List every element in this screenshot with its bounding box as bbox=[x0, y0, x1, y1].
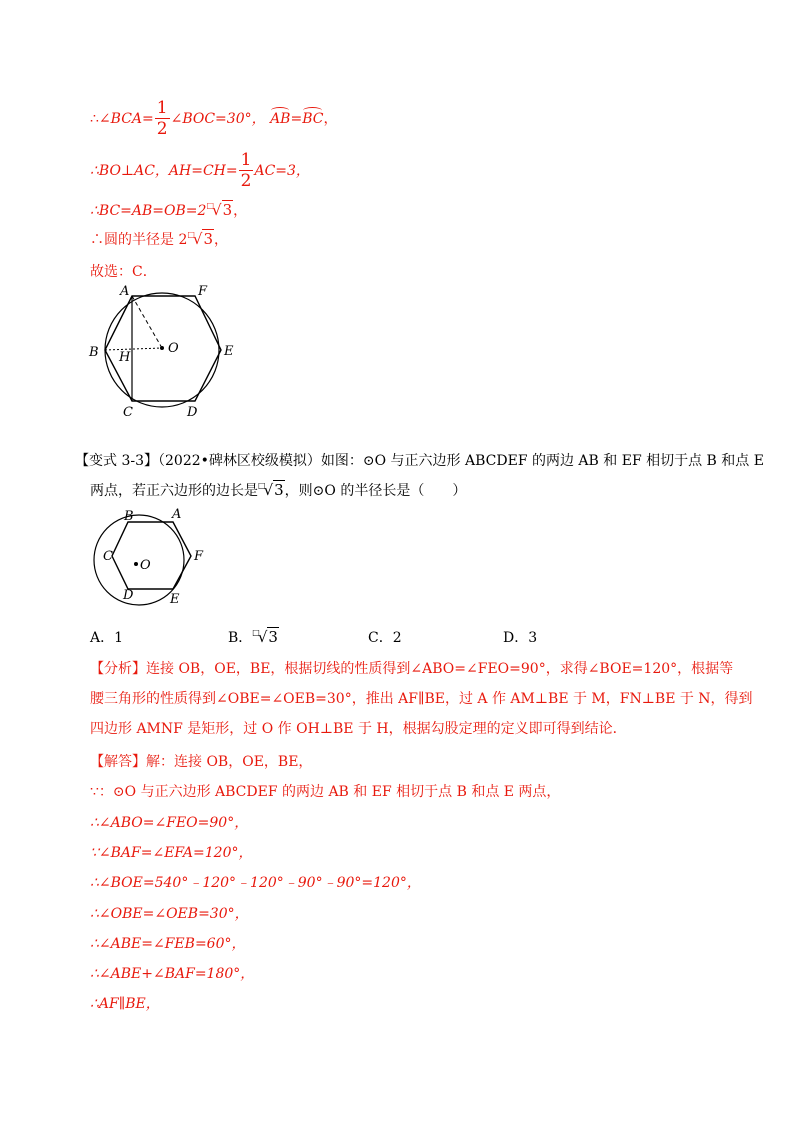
figure1-segment-bo bbox=[105, 348, 162, 350]
solution-line-5: ∴∠BOE=540°﹣120°﹣120°﹣90°﹣90°=120°， bbox=[90, 875, 421, 891]
choice-c: C．2 bbox=[368, 630, 402, 646]
fraction-half: $\frac{1}{2}$ bbox=[240, 150, 252, 191]
figure1-center-dot bbox=[160, 346, 164, 350]
figure1-label-e: E bbox=[224, 344, 234, 359]
solution-line-1: 【解答】解：连接 OB，OE，BE， bbox=[90, 754, 313, 770]
figure-circle-tangent-hexagon bbox=[85, 505, 235, 610]
figure1-label-c: C bbox=[123, 405, 133, 420]
figure2-label-d: D bbox=[123, 588, 134, 603]
radical-3: □√3 bbox=[187, 230, 214, 248]
problem-stem-line-1 bbox=[75, 450, 764, 470]
figure2-hexagon bbox=[112, 522, 191, 589]
figure1-label-d: D bbox=[187, 405, 198, 420]
analysis-line-1: 【分析】连接 OB，OE，BE，根据切线的性质得到∠ABO=∠FEO=90°，求得∠BOE=120°，根据等 bbox=[90, 661, 734, 677]
problem-stem-line-2: 两点，若正六边形的边长是□√3，则⊙O 的半径长是（ ） bbox=[90, 481, 467, 499]
figure1-label-b: B bbox=[89, 345, 99, 360]
figure1-label-o: O bbox=[168, 341, 179, 356]
figure2-label-f: F bbox=[194, 549, 204, 564]
analysis-line-2: 腰三角形的性质得到∠OBE=∠OEB=30°，推出 AF∥BE，过 A 作 AM⊥BE 于 M，FN⊥BE 于 N，得到 bbox=[90, 691, 753, 707]
problem-stem-text: 如图：⊙O 与正六边形 ABCDEF 的两边 AB 和 EF 相切于点 B 和点 E bbox=[320, 453, 764, 469]
arc-ab: AB bbox=[270, 111, 291, 127]
solution-prev-line-3: ∴BC=AB=OB=2□√3， bbox=[90, 201, 248, 219]
problem-tag: 【变式 3-3】 bbox=[75, 453, 158, 469]
problem-source: （2022•碑林区校级模拟） bbox=[158, 453, 321, 469]
solution-line-2: ∵：⊙O 与正六边形 ABCDEF 的两边 AB 和 EF 相切于点 B 和点 E 两点， bbox=[90, 784, 561, 800]
solution-line-9: ∴AF∥BE， bbox=[90, 996, 160, 1012]
figure2-label-a: A bbox=[172, 507, 182, 522]
figure2-label-o: O bbox=[140, 558, 151, 573]
solution-prev-line-4: ∴圆的半径是 2□√3， bbox=[90, 230, 229, 248]
figure1-segment-ao bbox=[132, 296, 162, 348]
solution-line-8: ∴∠ABE+∠BAF=180°， bbox=[90, 966, 255, 982]
analysis-line-3: 四边形 AMNF 是矩形，过 O 作 OH⊥BE 于 H，根据勾股定理的定义即可得到结论． bbox=[90, 721, 627, 737]
figure-hexagon-in-circle bbox=[80, 280, 250, 420]
fraction-half: $\frac{1}{2}$ bbox=[156, 98, 168, 139]
arc-bc: BC bbox=[302, 111, 324, 127]
radical-3: □√3 bbox=[252, 628, 278, 646]
figure2-center-dot bbox=[134, 562, 138, 566]
figure1-label-a: A bbox=[120, 284, 130, 299]
figure1-label-h: H bbox=[119, 350, 131, 365]
figure2-label-b: B bbox=[124, 509, 134, 524]
choice-b: B．□√3 bbox=[228, 628, 278, 646]
solution-prev-answer: 故选：C． bbox=[90, 264, 157, 280]
solution-line-7: ∴∠ABE=∠FEB=60°， bbox=[90, 936, 246, 952]
solution-line-6: ∴∠OBE=∠OEB=30°， bbox=[90, 906, 249, 922]
radical-3: □√3 bbox=[258, 481, 284, 499]
figure2-label-c: C bbox=[103, 549, 113, 564]
choice-a: A．1 bbox=[90, 630, 124, 646]
solution-line-3: ∴∠ABO=∠FEO=90°， bbox=[90, 815, 249, 831]
figure1-label-f: F bbox=[198, 284, 208, 299]
solution-prev-line-2: ∴BO⊥AC，AH=CH= $\frac{1}{2}$ AC=3， bbox=[90, 150, 310, 191]
choice-d: D．3 bbox=[503, 630, 538, 646]
solution-prev-line-1: ∴∠BCA= $\frac{1}{2}$ ∠BOC=30°， AB=BC， bbox=[90, 98, 338, 139]
solution-line-4: ∵∠BAF=∠EFA=120°， bbox=[90, 845, 253, 861]
figure2-label-e: E bbox=[170, 592, 180, 607]
radical-3: □√3 bbox=[206, 201, 233, 219]
